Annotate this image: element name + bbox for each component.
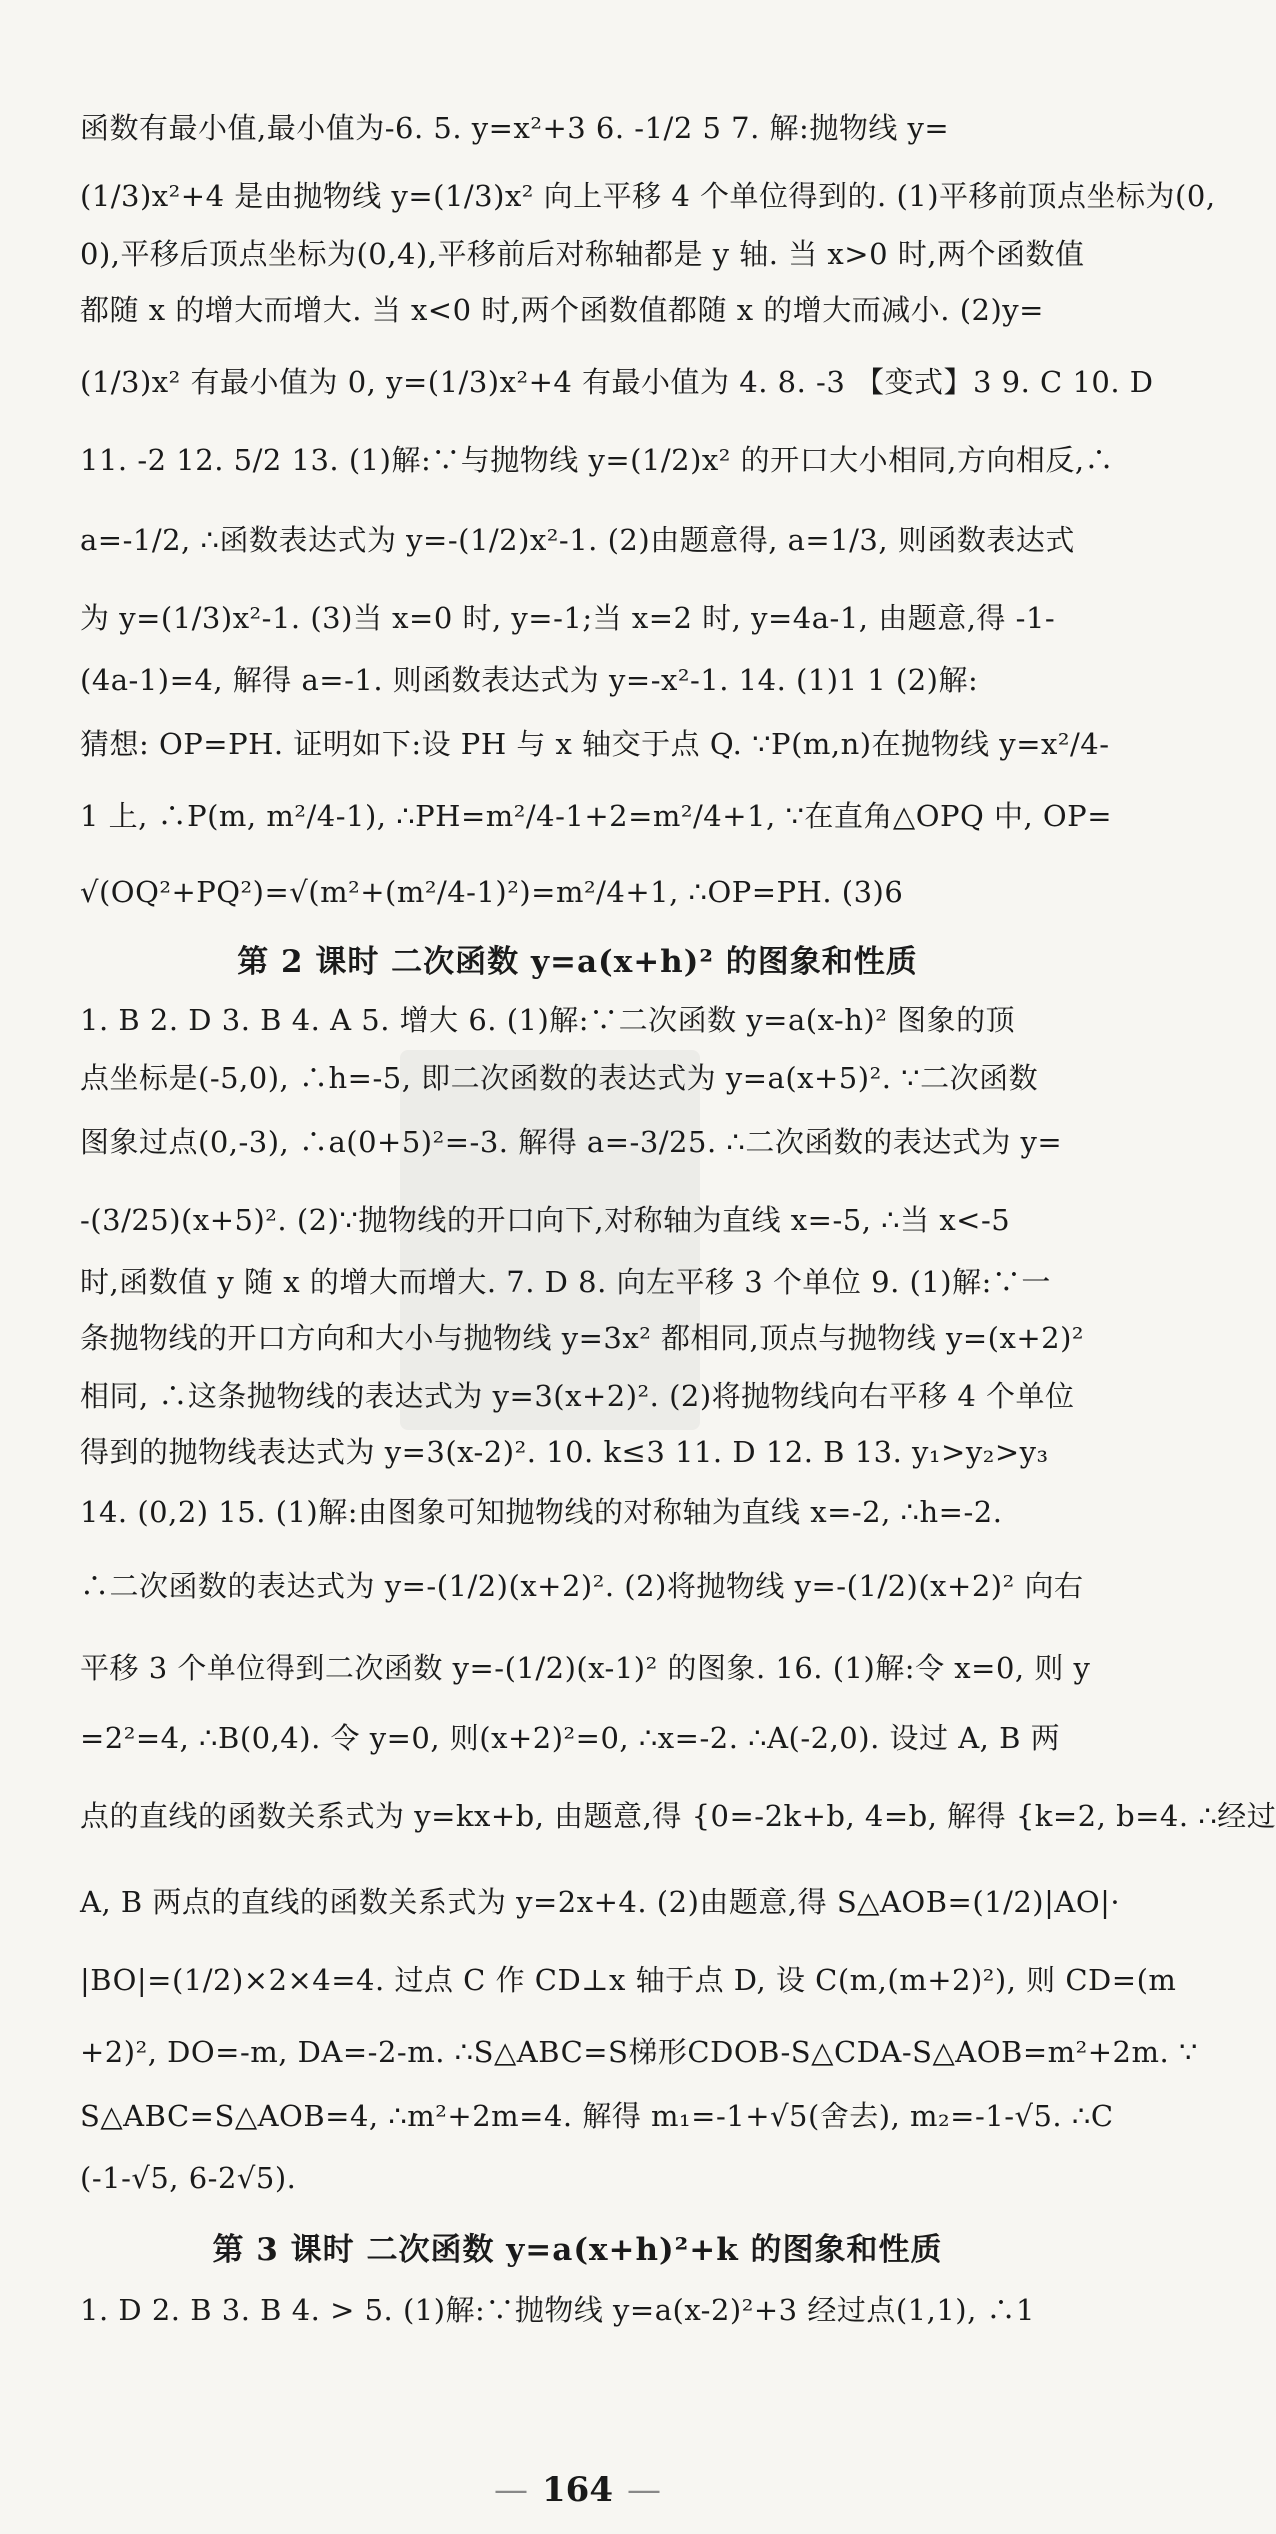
text-line: 图象过点(0,-3), ∴a(0+5)²=-3. 解得 a=-3/25. ∴二次函数的表达式为 y= <box>80 1125 1063 1159</box>
text-line: 1. B 2. D 3. B 4. A 5. 增大 6. (1)解:∵二次函数 y=a(x-h)² 图象的顶 <box>80 1003 1016 1037</box>
watermark <box>400 1050 700 1430</box>
text-line: 1 上, ∴P(m, m²/4-1), ∴PH=m²/4-1+2=m²/4+1, ∵在直角△OPQ 中, OP= <box>80 799 1112 833</box>
text-line: 11. -2 12. 5/2 13. (1)解:∵与抛物线 y=(1/2)x² 的开口大小相同,方向相反,∴ <box>80 443 1115 477</box>
text-line: 点的直线的函数关系式为 y=kx+b, 由题意,得 {0=-2k+b, 4=b, 解得 {k=2, b=4. ∴经过 <box>80 1799 1276 1833</box>
text-line: (1/3)x² 有最小值为 0, y=(1/3)x²+4 有最小值为 4. 8. -3 【变式】3 9. C 10. D <box>80 365 1154 399</box>
page-number <box>0 2470 1155 2510</box>
text-line: (4a-1)=4, 解得 a=-1. 则函数表达式为 y=-x²-1. 14. (1)1 1 (2)解: <box>80 663 979 697</box>
text-line: 点坐标是(-5,0), ∴h=-5, 即二次函数的表达式为 y=a(x+5)². ∵二次函数 <box>80 1061 1039 1095</box>
text-line: 0),平移后顶点坐标为(0,4),平移前后对称轴都是 y 轴. 当 x>0 时,两个函数值 <box>80 237 1085 271</box>
section-heading-lesson-3: 第 3 课时 二次函数 y=a(x+h)²+k 的图象和性质 <box>212 2232 943 2268</box>
text-line: 平移 3 个单位得到二次函数 y=-(1/2)(x-1)² 的图象. 16. (1)解:令 x=0, 则 y <box>80 1651 1091 1685</box>
section-heading-lesson-2: 第 2 课时 二次函数 y=a(x+h)² 的图象和性质 <box>237 944 918 980</box>
text-line: 为 y=(1/3)x²-1. (3)当 x=0 时, y=-1;当 x=2 时, y=4a-1, 由题意,得 -1- <box>80 601 1056 635</box>
text-line: 猜想: OP=PH. 证明如下:设 PH 与 x 轴交于点 Q. ∵P(m,n)在抛物线 y=x²/4- <box>80 727 1110 761</box>
text-line: √(OQ²+PQ²)=√(m²+(m²/4-1)²)=m²/4+1, ∴OP=PH. (3)6 <box>80 875 904 909</box>
text-line: 都随 x 的增大而增大. 当 x<0 时,两个函数值都随 x 的增大而减小. (2)y= <box>80 293 1044 327</box>
decorative-dash: — <box>494 2470 528 2510</box>
text-line: -(3/25)(x+5)². (2)∵抛物线的开口向下,对称轴为直线 x=-5, ∴当 x<-5 <box>80 1203 1011 1237</box>
text-line: =2²=4, ∴B(0,4). 令 y=0, 则(x+2)²=0, ∴x=-2. ∴A(-2,0). 设过 A, B 两 <box>80 1721 1061 1755</box>
text-line: 函数有最小值,最小值为-6. 5. y=x²+3 6. -1/2 5 7. 解:抛物线 y= <box>80 111 950 145</box>
text-line: 条抛物线的开口方向和大小与抛物线 y=3x² 都相同,顶点与抛物线 y=(x+2)² <box>80 1321 1085 1355</box>
text-line: ∴二次函数的表达式为 y=-(1/2)(x+2)². (2)将抛物线 y=-(1/2)(x+2)² 向右 <box>80 1569 1084 1603</box>
decorative-dash: — <box>626 2470 661 2510</box>
text-line: 得到的抛物线表达式为 y=3(x-2)². 10. k≤3 11. D 12. B 13. y₁>y₂>y₃ <box>80 1435 1049 1469</box>
text-line: (-1-√5, 6-2√5). <box>80 2161 297 2195</box>
page-number-value: 164 <box>542 2470 613 2510</box>
text-line: |BO|=(1/2)×2×4=4. 过点 C 作 CD⊥x 轴于点 D, 设 C(m,(m+2)²), 则 CD=(m <box>80 1963 1177 1997</box>
text-line: a=-1/2, ∴函数表达式为 y=-(1/2)x²-1. (2)由题意得, a=1/3, 则函数表达式 <box>80 523 1075 557</box>
text-line: (1/3)x²+4 是由抛物线 y=(1/3)x² 向上平移 4 个单位得到的. (1)平移前顶点坐标为(0, <box>80 179 1216 213</box>
text-line: 相同, ∴这条抛物线的表达式为 y=3(x+2)². (2)将抛物线向右平移 4 个单位 <box>80 1379 1075 1413</box>
text-line: 14. (0,2) 15. (1)解:由图象可知抛物线的对称轴为直线 x=-2, ∴h=-2. <box>80 1495 1003 1529</box>
text-line: A, B 两点的直线的函数关系式为 y=2x+4. (2)由题意,得 S△AOB=(1/2)|AO|· <box>80 1885 1121 1919</box>
text-line: 时,函数值 y 随 x 的增大而增大. 7. D 8. 向左平移 3 个单位 9. (1)解:∵一 <box>80 1265 1051 1299</box>
text-line: +2)², DO=-m, DA=-2-m. ∴S△ABC=S梯形CDOB-S△CDA-S△AOB=m²+2m. ∵ <box>80 2035 1198 2069</box>
text-line: 1. D 2. B 3. B 4. > 5. (1)解:∵抛物线 y=a(x-2)²+3 经过点(1,1), ∴1 <box>80 2293 1035 2327</box>
text-line: S△ABC=S△AOB=4, ∴m²+2m=4. 解得 m₁=-1+√5(舍去), m₂=-1-√5. ∴C <box>80 2099 1114 2133</box>
